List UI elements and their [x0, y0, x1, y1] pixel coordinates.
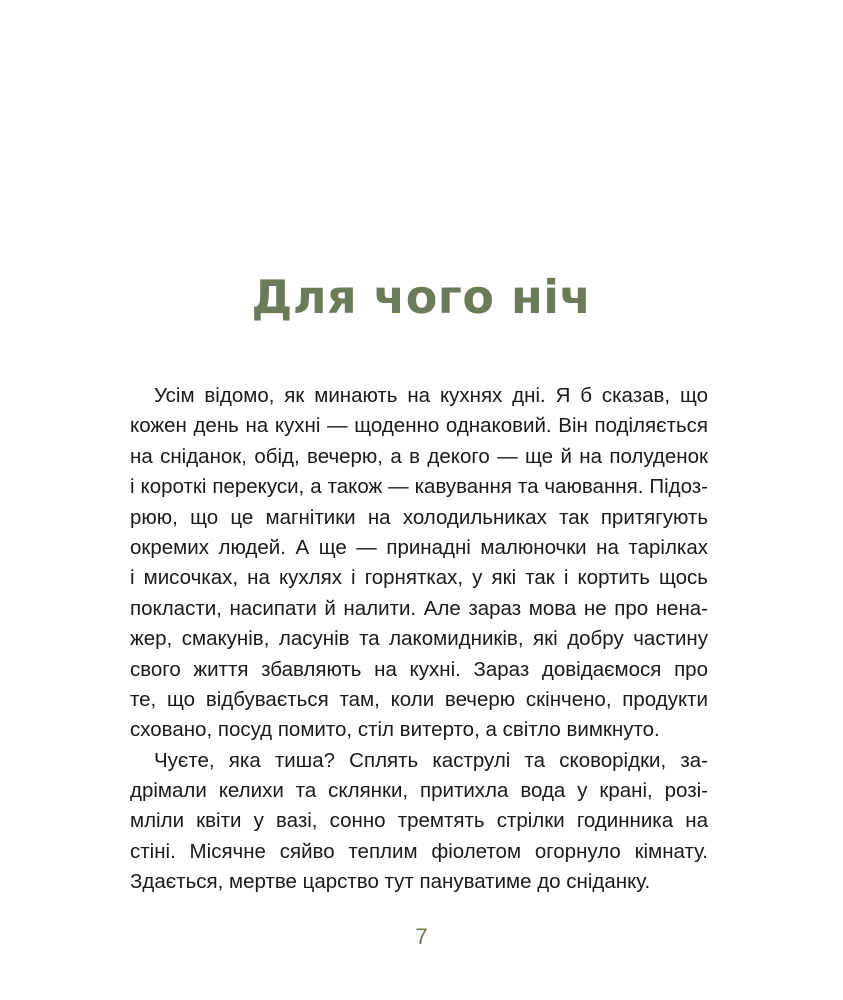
paragraph-line: мліли квіти у вазі, сонно тремтять стрілки годинника на	[130, 809, 708, 833]
paragraph-line: свого життя збавляють на кухні. Зараз довідаємося про	[130, 657, 708, 681]
paragraph-line: на сніданок, обід, вечерю, а в декого — ще й на полуденок	[130, 444, 708, 468]
paragraph-line: покласти, насипати й налити. Але зараз мова не про нена-	[130, 596, 708, 620]
page-number: 7	[415, 924, 428, 949]
paragraph-line: Чуєте, яка тиша? Сплять каструлі та сковорідки, за-	[154, 748, 708, 772]
paragraph-line: кожен день на кухні — щоденно однаковий. Він поділяється	[130, 414, 708, 438]
paragraph-line: і короткі перекуси, а також — кавування та чаювання. Підоз-	[130, 475, 708, 499]
chapter-body	[130, 381, 708, 898]
paragraph-line: рюю, що це магнітики на холодильниках так притягують	[130, 505, 708, 529]
paragraph-line: і мисочках, на кухлях і горнятках, у які так і кортить щось	[130, 566, 708, 590]
paragraph-line: жер, смакунів, ласунів та лакомидників, які добру частину	[130, 627, 708, 651]
paragraph-line: дрімали келихи та склянки, притихла вода у крані, розі-	[130, 779, 708, 803]
paragraph-line: Здається, мертве царство тут пануватиме до сніданку.	[130, 870, 651, 894]
chapter-title: Для чого ніч	[251, 270, 592, 324]
paragraph-line: Усім відомо, як минають на кухнях дні. Я б сказав, що	[154, 384, 708, 407]
paragraph-line: стіні. Місячне сяйво теплим фіолетом огорнуло кімнату.	[130, 839, 708, 863]
paragraph-line: сховано, посуд помито, стіл витерто, а світло вимкнуто.	[130, 718, 660, 742]
paragraph-line: те, що відбувається там, коли вечерю скінчено, продукти	[130, 687, 708, 711]
paragraph-line: окремих людей. А ще — принадні малюночки на тарілках	[130, 535, 708, 559]
